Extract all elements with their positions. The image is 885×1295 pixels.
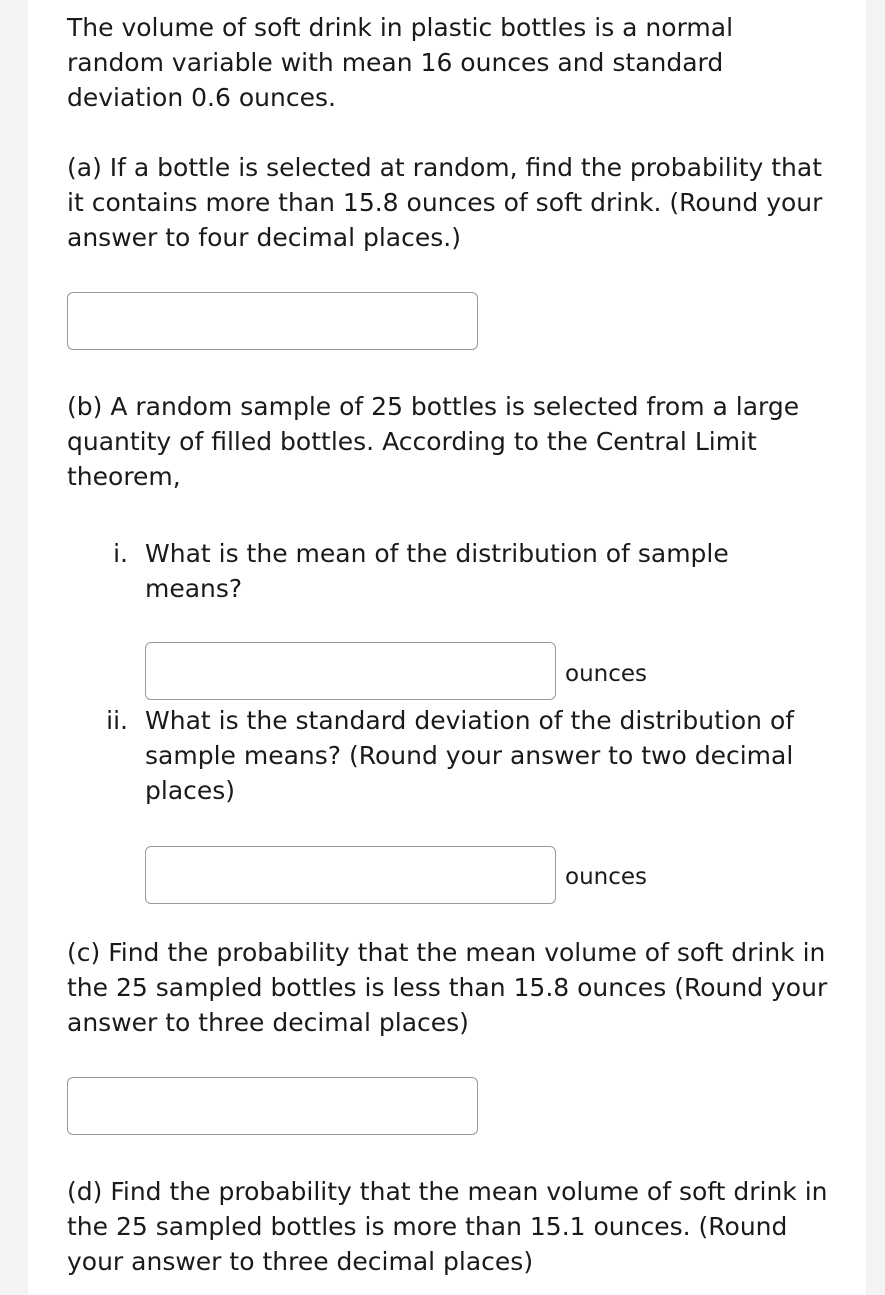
part-d-question: (d) Find the probability that the mean volume of soft drink in the 25 sampled bottles is more than 15.1 ounces. (Round your answer to three decimal places): [67, 1177, 828, 1276]
part-b-item-ii-unit: ounces: [565, 864, 648, 890]
part-b-item-i-question: What is the mean of the distribution of sample means?: [145, 539, 729, 603]
part-b-item-i-unit: ounces: [565, 661, 648, 687]
part-c-answer-input[interactable]: [67, 1077, 478, 1135]
part-b-item-i-numeral: i.: [113, 539, 128, 568]
part-b-item-ii-answer-input[interactable]: [145, 846, 556, 904]
part-b-question: (b) A random sample of 25 bottles is selected from a large quantity of filled bottles. According to the Central Limit theorem,: [67, 392, 800, 491]
part-b-item-ii-numeral: ii.: [106, 706, 128, 735]
part-a-answer-input[interactable]: [67, 292, 478, 350]
part-c-question: (c) Find the probability that the mean volume of soft drink in the 25 sampled bottles is less than 15.8 ounces (Round your answer to three decimal places): [67, 938, 828, 1037]
part-b-item-ii-question: What is the standard deviation of the distribution of sample means? (Round your answer to two decimal places): [145, 706, 795, 805]
part-a-question: (a) If a bottle is selected at random, find the probability that it contains more than 15.8 ounces of soft drink. (Round your answer to four decimal places.): [67, 153, 823, 252]
problem-page: [28, 0, 866, 1295]
problem-intro: The volume of soft drink in plastic bottles is a normal random variable with mean 16 ounces and standard deviation 0.6 ounces.: [67, 13, 734, 112]
part-b-item-i-answer-input[interactable]: [145, 642, 556, 700]
